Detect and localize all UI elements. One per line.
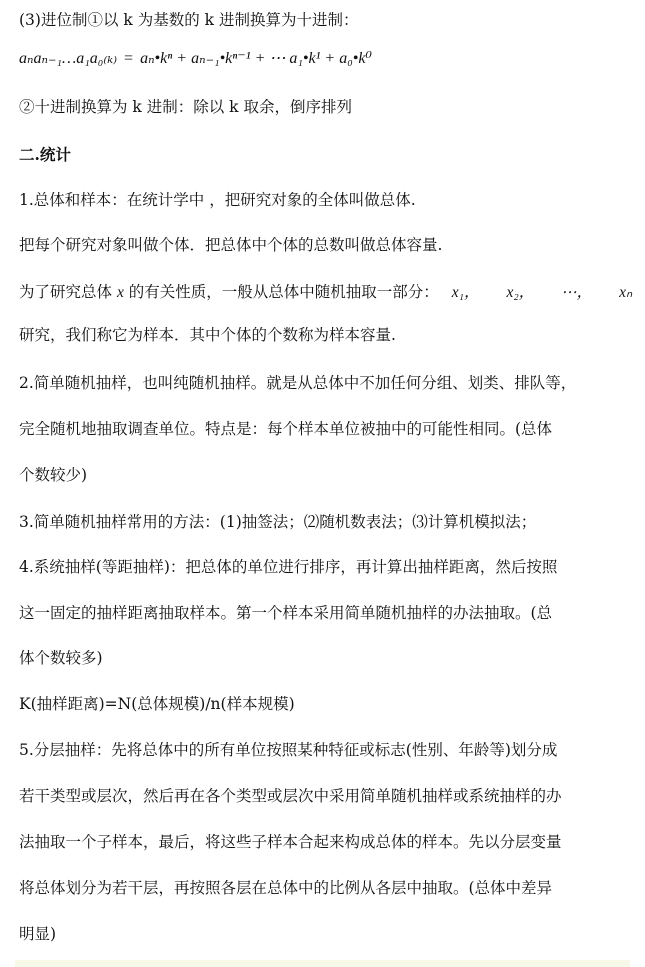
- p1-line1: 1.总体和样本：在统计学中 ，把研究对象的全体叫做总体.: [19, 191, 416, 209]
- p1-line2: 把每个研究对象叫做个体．把总体中个体的总数叫做总体容量.: [19, 236, 443, 254]
- formula-rhs: aₙ•kⁿ + aₙ₋₁•kⁿ⁻¹ + ⋯ a₁•k¹ + a₀•k⁰: [140, 50, 372, 67]
- p5-line1: 5.分层抽样：先将总体中的所有单位按照某种特征或标志(性别、年龄等)划分成: [19, 741, 558, 759]
- sample-var-2: x₂，: [506, 284, 535, 301]
- item3-title: (3)进位制①以 k 为基数的 k 进制换算为十进制：: [19, 11, 359, 29]
- variable-x: x: [116, 284, 124, 301]
- p5-line2: 若干类型或层次，然后再在各个类型或层次中采用简单随机抽样或系统抽样的办: [19, 787, 562, 805]
- sample-var-1: x₁，: [451, 284, 480, 301]
- p2-line3: 个数较少): [19, 466, 88, 484]
- formula-lhs: aₙaₙ₋₁…a₁a₀₍ₖ₎: [19, 50, 118, 67]
- p4-line3: 体个数较多): [19, 649, 103, 667]
- p1-line3: [19, 281, 633, 304]
- base-conversion-formula: aₙaₙ₋₁…a₁a₀₍ₖ₎ = aₙ•kⁿ + aₙ₋₁•kⁿ⁻¹ + ⋯ a₁•k¹ + a₀•k⁰: [19, 50, 372, 67]
- p1-line4: 研究，我们称它为样本．其中个体的个数称为样本容量.: [19, 326, 396, 344]
- p4-line1: 4.系统抽样(等距抽样)：把总体的单位进行排序，再计算出抽样距离，然后按照: [19, 558, 558, 576]
- p5-line5: 明显): [19, 925, 57, 943]
- p2-line1: 2.简单随机抽样，也叫纯随机抽样。就是从总体中不加任何分组、划类、排队等，: [19, 374, 577, 392]
- p5-line3: 法抽取一个子样本，最后，将这些子样本合起来构成总体的样本。先以分层变量: [19, 833, 562, 851]
- item3-step2: ②十进制换算为 k 进制：除以 k 取余，倒序排列: [19, 98, 352, 116]
- p1-line3-text-b: 的有关性质，一般从总体中随机抽取一部分：: [128, 283, 439, 301]
- sample-var-ellipsis: ⋯，: [561, 284, 593, 301]
- sample-variables: [452, 281, 645, 304]
- k-formula: K(抽样距离)=N(总体规模)/n(样本规模): [19, 695, 295, 713]
- p4-line2: 这一固定的抽样距离抽取样本。第一个样本采用简单随机抽样的办法抽取。(总: [19, 604, 553, 622]
- bottom-band: [15, 960, 630, 967]
- p5-line4: 将总体划分为若干层，再按照各层在总体中的比例从各层中抽取。(总体中差异: [19, 879, 553, 897]
- p1-line3-text-a: 为了研究总体: [19, 283, 113, 301]
- section-heading: 二.统计: [19, 145, 71, 164]
- p2-line2: 完全随机地抽取调查单位。特点是：每个样本单位被抽中的可能性相同。(总体: [19, 420, 553, 438]
- p3-line1: 3.简单随机抽样常用的方法：(1)抽签法；⑵随机数表法；⑶计算机模拟法；: [19, 513, 537, 531]
- sample-var-n: xₙ: [619, 284, 633, 301]
